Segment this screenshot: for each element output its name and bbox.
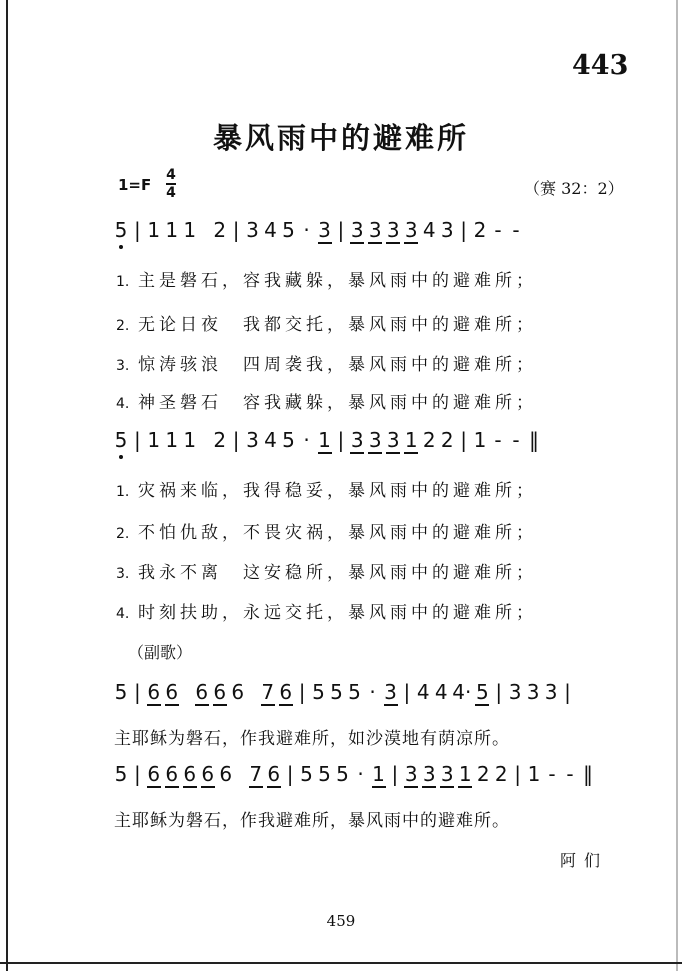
note: 3	[404, 218, 418, 242]
verse-notes-line-2	[112, 428, 543, 454]
note: 4	[422, 218, 436, 242]
note: 1	[527, 762, 541, 786]
note: 1	[372, 762, 385, 786]
note: 3	[384, 680, 397, 704]
verse-number: 1.	[116, 484, 130, 500]
bar-line: |	[403, 680, 411, 704]
verse-lyric: 神圣磐石 容我藏躲，暴风雨中的避难所；	[138, 393, 537, 413]
note: -	[548, 762, 556, 786]
note: 3	[386, 428, 400, 452]
note: 3	[404, 762, 418, 786]
bar-line: |	[460, 428, 467, 452]
note: 6	[201, 762, 215, 786]
note: ·	[357, 762, 364, 786]
verse-notes-line-1	[112, 218, 525, 244]
bar-line: |	[337, 428, 345, 452]
note: 5	[282, 428, 295, 452]
bar-line: |	[495, 680, 503, 704]
bar-line: |	[514, 762, 521, 786]
hymn-title: 暴风雨中的避难所	[212, 121, 469, 155]
note: 5	[114, 762, 128, 786]
note: 2	[476, 762, 490, 786]
verse-lyric: 灾祸来临，我得稳妥，暴风雨中的避难所；	[138, 481, 537, 501]
note: 2	[213, 428, 227, 452]
chorus-lyric: 主耶稣为磐石，作我避难所，暴风雨中的避难所。	[114, 811, 510, 831]
verse-lyric-row	[116, 388, 537, 413]
note: 1	[147, 428, 161, 452]
note: 4	[264, 428, 277, 452]
note: 6	[147, 762, 161, 786]
verse-lyric-row	[116, 518, 537, 543]
note: 3	[246, 428, 259, 452]
bar-line: |	[134, 680, 141, 704]
note: 1	[318, 428, 331, 452]
bar-line: |	[134, 428, 141, 452]
verse-lyric-row	[116, 476, 537, 501]
bar-line: ‖	[529, 428, 539, 452]
amen-text: 阿们	[560, 851, 609, 870]
verse-lyric: 我永不离 这安稳所，暴风雨中的避难所；	[138, 563, 537, 583]
note: 3	[246, 218, 259, 242]
note: 5	[312, 680, 325, 704]
verse-lyric-row	[116, 310, 537, 335]
time-signature	[166, 168, 176, 200]
page-edge-bottom	[0, 962, 682, 964]
verse-lyric: 不怕仇敌，不畏灾祸，暴风雨中的避难所；	[138, 523, 537, 543]
chorus-notes-line-1	[112, 680, 575, 706]
chorus-notes-line-2	[112, 762, 597, 788]
meter-bottom: 4	[166, 185, 176, 201]
note: 4	[416, 680, 430, 704]
verse-number: 4.	[116, 606, 130, 622]
verse-lyric-row	[116, 598, 537, 623]
note: 6	[231, 680, 245, 704]
note: 5	[114, 428, 128, 452]
verse-lyric: 无论日夜 我都交托，暴风雨中的避难所；	[138, 315, 537, 335]
note: 1	[147, 218, 161, 242]
verse-lyric: 惊涛骇浪 四周袭我，暴风雨中的避难所；	[138, 355, 537, 375]
note: 5	[330, 680, 343, 704]
note: 5	[282, 218, 295, 242]
bar-line: |	[286, 762, 294, 786]
note: 1	[165, 428, 179, 452]
meter-top: 4	[166, 167, 176, 183]
note: -	[566, 762, 574, 786]
note: ·	[303, 218, 310, 242]
note: 3	[368, 428, 382, 452]
verse-number: 3.	[116, 358, 130, 374]
page-number: 459	[326, 912, 356, 930]
chorus-lyric-row	[114, 724, 510, 749]
verse-number: 3.	[116, 566, 130, 582]
note: 3	[318, 218, 331, 242]
note: 6	[183, 762, 197, 786]
note: 6	[147, 680, 161, 704]
note: ·	[303, 428, 310, 452]
note: 2	[213, 218, 227, 242]
scripture-reference: （赛 32：2）	[524, 179, 624, 198]
note: 2	[473, 218, 487, 242]
key-signature: 1=F	[118, 176, 152, 194]
bar-line: |	[564, 680, 571, 704]
bar-line: |	[391, 762, 399, 786]
verse-number: 1.	[116, 274, 130, 290]
verse-lyric-row	[116, 350, 537, 375]
note: -	[494, 218, 502, 242]
bar-line: |	[134, 218, 141, 242]
note: ·	[369, 680, 376, 704]
note: 5	[114, 680, 128, 704]
note: 5	[348, 680, 361, 704]
note: 7	[261, 680, 275, 704]
note: 2	[440, 428, 454, 452]
note: 6	[267, 762, 281, 786]
verse-number: 2.	[116, 318, 130, 334]
chorus-label: （副歌）	[128, 643, 193, 662]
note: 2	[494, 762, 508, 786]
note: 1	[165, 218, 179, 242]
note: 4	[434, 680, 448, 704]
note: 6	[219, 762, 233, 786]
note: 3	[440, 762, 454, 786]
bar-line: |	[232, 428, 240, 452]
note: 5	[475, 680, 489, 704]
note: 6	[195, 680, 209, 704]
verse-lyric: 主是磐石，容我藏躲，暴风雨中的避难所；	[138, 271, 537, 291]
note: 5	[300, 762, 313, 786]
bar-line: ‖	[583, 762, 593, 786]
bar-line: |	[460, 218, 467, 242]
note: 3	[350, 218, 364, 242]
verse-lyric-row	[116, 558, 537, 583]
chorus-lyric-row	[114, 806, 510, 831]
note: 3	[508, 680, 522, 704]
chorus-lyric: 主耶稣为磐石，作我避难所，如沙漠地有荫凉所。	[114, 729, 510, 749]
note: 5	[318, 762, 331, 786]
note: 6	[165, 762, 179, 786]
note: 3	[544, 680, 558, 704]
note: -	[494, 428, 502, 452]
note: 3	[422, 762, 436, 786]
bar-line: |	[134, 762, 141, 786]
note: 4	[264, 218, 277, 242]
note: 1	[183, 428, 197, 452]
note: 2	[422, 428, 436, 452]
note: 3	[526, 680, 540, 704]
note: -	[512, 428, 520, 452]
verse-lyric: 时刻扶助，永远交托，暴风雨中的避难所；	[138, 603, 537, 623]
note: -	[512, 218, 520, 242]
bar-line: |	[298, 680, 306, 704]
verse-lyric-row	[116, 266, 537, 291]
verse-number: 2.	[116, 526, 130, 542]
note: 6	[279, 680, 293, 704]
note: 4·	[452, 680, 472, 704]
note: 3	[350, 428, 364, 452]
note: 3	[386, 218, 400, 242]
note: 1	[473, 428, 487, 452]
note: 3	[440, 218, 454, 242]
note: 1	[404, 428, 418, 452]
note: 1	[458, 762, 472, 786]
verse-number: 4.	[116, 396, 130, 412]
note: 1	[183, 218, 197, 242]
note: 3	[368, 218, 382, 242]
note: 5	[114, 218, 128, 242]
bar-line: |	[232, 218, 240, 242]
note: 6	[165, 680, 179, 704]
note: 5	[336, 762, 349, 786]
note: 7	[249, 762, 263, 786]
note: 6	[213, 680, 227, 704]
hymn-number: 443	[572, 50, 629, 81]
bar-line: |	[337, 218, 345, 242]
